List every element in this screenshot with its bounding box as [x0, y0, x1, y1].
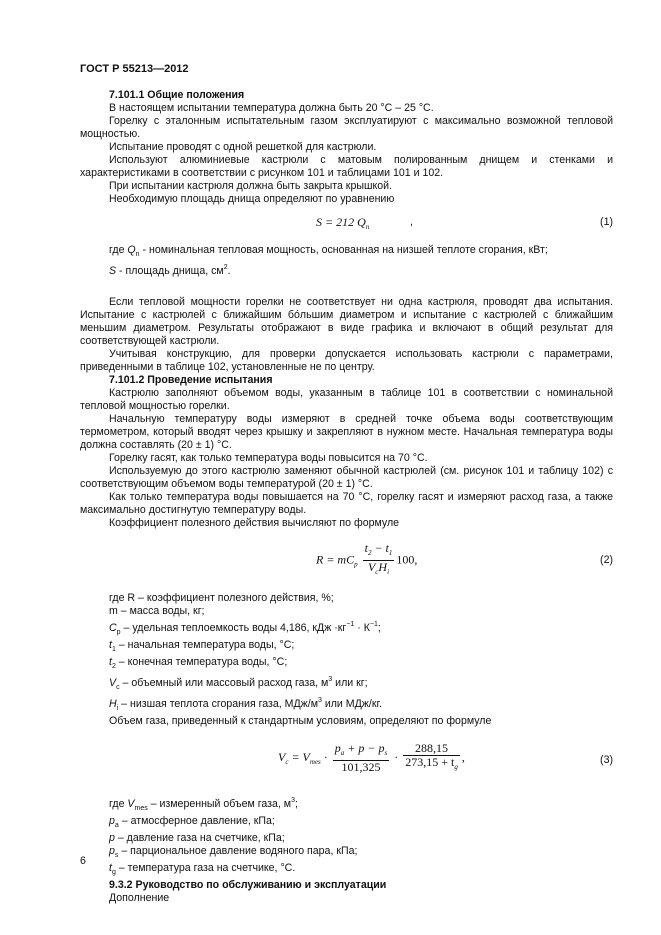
paragraph: При испытании кастрюля должна быть закрыта крышкой. — [109, 180, 392, 192]
paragraph: Если тепловой мощности горелки не соответствует ни одна кастрюля, проводят два испытания. Испытание с кастрюлей с ближайшим бо́льшим диаметром и испытание с кастрюлей с ближайшим меньшим диаметром. Результаты отображают в виде графика и включают в общий результат для соответствующей кастрюли. — [80, 296, 613, 347]
where-line: $C_p$ – удельная теплоемкость воды 4,186, кДж $\cdot кг^{-1} \cdot К^{-1}$; — [109, 621, 381, 636]
paragraph: Горелку гасят, как только температура воды повысится на 70 °С. — [109, 452, 428, 464]
where-line: где $Q_n$ - номинальная тепловая мощность, основанная на низшей теплоте сгорания, кВт; — [109, 244, 548, 258]
paragraph: Необходимую площадь днища определяют по уравнению — [109, 193, 395, 205]
paragraph: Используют алюминиевые кастрюли с матовым полированным днищем и стенками и характеристиками в соответствии с рисунком 101 и таблицами 101 и 102. — [80, 154, 613, 179]
equation-1-formula: S = 212 $Q_n$ — [316, 215, 370, 231]
where-line: где $V_{mes}$ – измеренный объем газа, $м^3$; — [109, 797, 298, 812]
page-number: 6 — [80, 855, 86, 867]
paragraph: Коэффициент полезного действия вычисляют по формуле — [109, 517, 400, 529]
section-title: 9.3.2 Руководство по обслуживанию и эксплуатации — [109, 879, 387, 891]
where-line: $t_2$ – конечная температура воды, °С; — [109, 656, 288, 670]
section-title: 7.101.2 Проведение испытания — [109, 374, 273, 386]
document-body — [80, 89, 613, 905]
section-title: 7.101.1 Общие положения — [109, 89, 245, 101]
equation-1: S = 212 $Q_n$ , (1) — [80, 206, 613, 238]
paragraph: Кастрюлю заполняют объемом воды, указанным в таблице 101 в соответствии с номинальной тепловой мощностью горелки. — [80, 387, 613, 412]
equation-3-formula: $V_c = V_{mes}$ · $\frac{p_a + p - p_s}{101,325}$ · $\frac{288,15}{273,15 + t_g}$ , — [278, 741, 465, 774]
paragraph: Как только температура воды повышается на 70 °С, горелку гасят и измеряют расход газа, а также максимально достигнутую температуру воды. — [80, 491, 613, 516]
where-line: $p_a$ – атмосферное давление, кПа; — [109, 815, 275, 829]
paragraph: Испытание проводят с одной решеткой для кастрюли. — [109, 141, 377, 153]
where-line: $V_c$ – объемный или массовый расход газа, $м^3$ или кг; — [109, 676, 368, 691]
where-line: $t_g$ – температура газа на счетчике, °С. — [109, 862, 296, 876]
where-line: m – масса воды, кг; — [109, 605, 205, 617]
equation-3 — [80, 728, 613, 788]
equation-number: (3) — [600, 754, 613, 766]
paragraph: В настоящем испытании температура должна быть 20 °С – 25 °С. — [109, 102, 434, 114]
where-line: $t_1$ – начальная температура воды, °С; — [109, 639, 295, 653]
equation-number: (2) — [600, 554, 613, 566]
paragraph: Учитывая конструкцию, для проверки допускается использовать кастрюли с параметрами, приведенными в таблице 102, установленные не по центру. — [80, 348, 613, 373]
equation-2-formula: $R = mC_p$ $\frac{t_2 - t_1}{V_cH_i}$ 100, — [316, 541, 418, 576]
where-line: $H_i$ – низшая теплота сгорания газа, МДж/$м^3$ или МДж/кг. — [109, 697, 382, 712]
where-line: $p_s$ – парциональное давление водяного пара, кПа; — [109, 845, 358, 859]
paragraph: Дополнение — [109, 892, 170, 904]
paragraph: Горелку с эталонным испытательным газом эксплуатируют с максимально возможной тепловой мощностью. — [80, 115, 613, 140]
equation-number: (1) — [600, 216, 613, 228]
paragraph: Объем газа, приведенный к стандартным условиям, определяют по формуле — [109, 715, 492, 727]
paragraph: Начальную температуру воды измеряют в средней точке объема воды соответствующим термометром, который вводят через крышку и закрепляют в нужном месте. Начальная температура воды должна составлять (20 ± 1) °С. — [80, 413, 613, 451]
where-line: p – давление газа на счетчике, кПа; — [109, 832, 285, 844]
where-line: S - площадь днища, $см^2$. — [109, 264, 231, 277]
where-line: где R – коэффициент полезного действия, %; — [109, 592, 334, 604]
equation-2 — [80, 530, 613, 586]
document-header: ГОСТ Р 55213—2012 — [80, 63, 189, 75]
paragraph: Используемую до этого кастрюлю заменяют обычной кастрюлей (см. рисунок 101 и таблицу 102) с соответствующим объемом воды температурой (20 ± 1) °С. — [80, 465, 613, 490]
